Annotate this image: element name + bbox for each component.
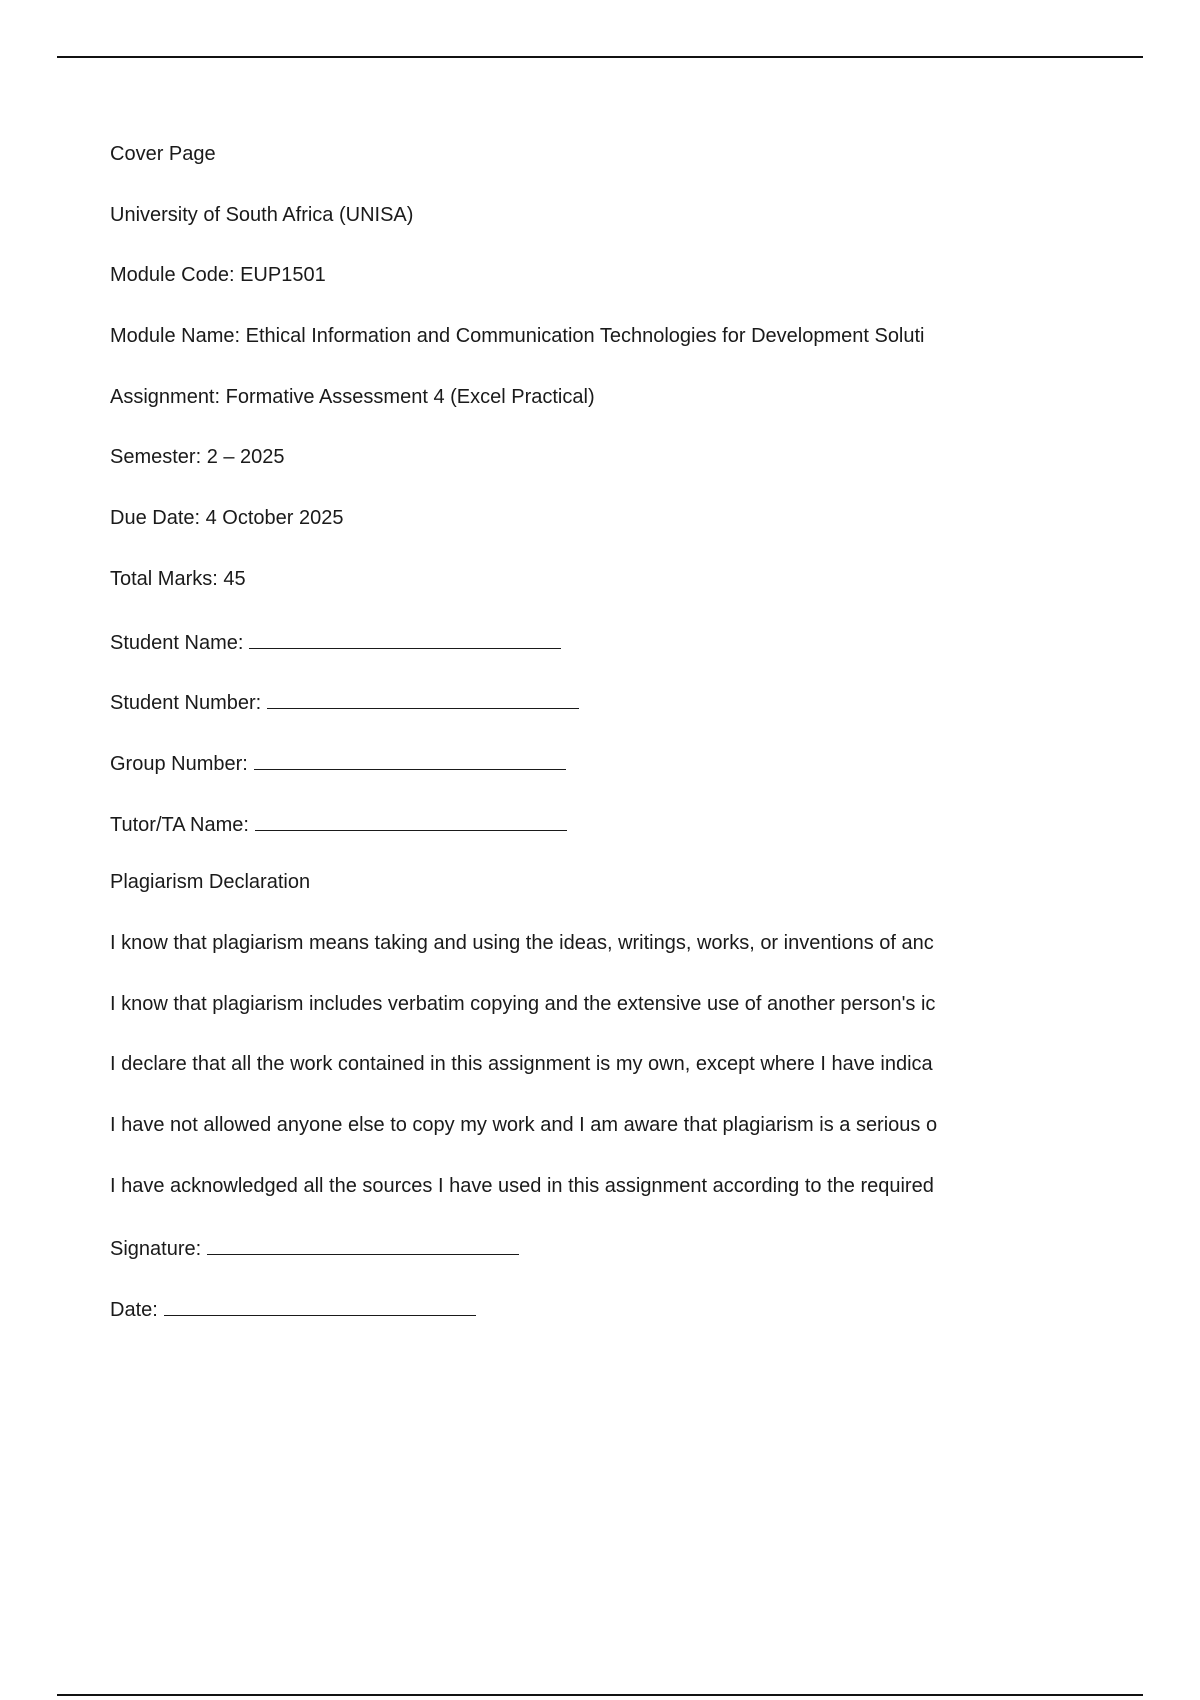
declaration-statement: I know that plagiarism includes verbatim copying and the extensive use of another person's ic xyxy=(110,992,936,1015)
group-number-blank[interactable] xyxy=(254,749,566,770)
declaration-statement: I know that plagiarism means taking and using the ideas, writings, works, or inventions of anc xyxy=(110,931,934,954)
group-number-label: Group Number: xyxy=(110,752,248,775)
tutor-name-label: Tutor/TA Name: xyxy=(110,813,249,836)
student-number-row xyxy=(110,688,950,749)
plagiarism-declaration-heading: Plagiarism Declaration xyxy=(110,871,311,894)
date-blank[interactable] xyxy=(164,1295,476,1316)
declaration-statement: I have acknowledged all the sources I have used in this assignment according to the required xyxy=(110,1174,934,1197)
signature-blank[interactable] xyxy=(207,1234,519,1255)
student-number-blank[interactable] xyxy=(267,688,579,709)
module-code: Module Code: EUP1501 xyxy=(110,264,326,287)
bottom-rule xyxy=(57,1694,1143,1696)
due-date: Due Date: 4 October 2025 xyxy=(110,507,344,530)
student-name-blank[interactable] xyxy=(249,628,561,649)
assignment-title: Assignment: Formative Assessment 4 (Excel Practical) xyxy=(110,385,595,408)
signature-row xyxy=(110,1234,950,1295)
declaration-statement: I declare that all the work contained in this assignment is my own, except where I have indica xyxy=(110,1053,933,1076)
signature-label: Signature: xyxy=(110,1238,202,1261)
semester: Semester: 2 – 2025 xyxy=(110,446,285,469)
total-marks: Total Marks: 45 xyxy=(110,567,246,590)
student-name-row xyxy=(110,628,950,689)
tutor-name-row xyxy=(110,810,950,871)
group-number-row xyxy=(110,749,950,810)
university-name: University of South Africa (UNISA) xyxy=(110,203,414,226)
top-rule xyxy=(57,56,1143,58)
tutor-name-blank[interactable] xyxy=(255,810,567,831)
date-row xyxy=(110,1295,950,1356)
declaration-statement: I have not allowed anyone else to copy my work and I am aware that plagiarism is a serious o xyxy=(110,1114,938,1136)
cover-page-heading: Cover Page xyxy=(110,143,216,165)
module-name: Module Name: Ethical Information and Communication Technologies for Development Soluti xyxy=(110,325,925,348)
date-label: Date: xyxy=(110,1299,158,1322)
document-body xyxy=(110,142,950,1356)
student-name-label: Student Name: xyxy=(110,631,244,654)
student-number-label: Student Number: xyxy=(110,692,262,715)
